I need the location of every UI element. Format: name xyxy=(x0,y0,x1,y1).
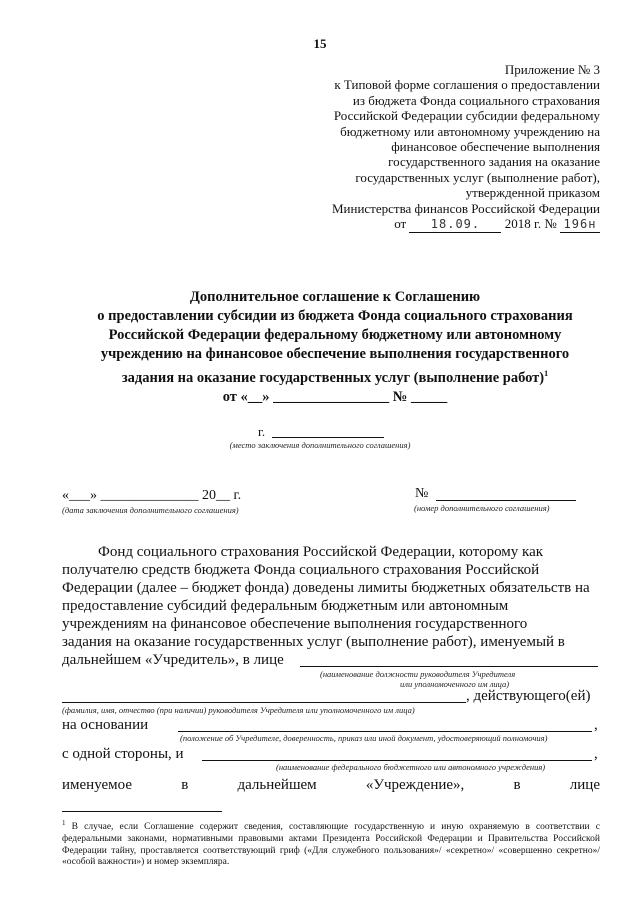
body-line: с одной стороны, и xyxy=(62,746,184,762)
caption-basis: (положение об Учредителе, доверенность, приказ или иной документ, удостоверяющий полномочия) xyxy=(180,733,548,743)
body-line: , действующего(ей) xyxy=(466,688,591,704)
order-number-handwritten: 196н xyxy=(560,217,600,233)
body-line: учреждениям на финансовое обеспечение выполнения государственного xyxy=(62,616,528,632)
title-line: учреждению на финансовое обеспечение выполнения государственного xyxy=(100,346,570,362)
footnote-number: 1 xyxy=(62,819,66,827)
date-caption: (дата заключения дополнительного соглашения) xyxy=(62,505,239,515)
caption-position: (наименование должности руководителя Учредителя xyxy=(320,669,516,679)
page-number: 15 xyxy=(313,36,327,51)
title-line: о предоставлении субсидии из бюджета Фонда социального страхования xyxy=(97,308,573,324)
appendix-line: бюджетному или автономному учреждению на xyxy=(340,123,600,139)
fill-line-name xyxy=(62,702,466,703)
title-line: задания на оказание государственных услуг (выполнение работ) xyxy=(121,369,545,386)
body-line: Федерации (далее – бюджет фонда) доведены лимиты бюджетных обязательств на xyxy=(62,580,590,596)
body-line: предоставление субсидий федеральным бюджетным или автономным xyxy=(62,598,509,614)
appendix-line: государственного задания на оказание xyxy=(388,154,600,170)
title-line: Российской Федерации федеральному бюджетному или автономному xyxy=(108,327,562,343)
caption-institution: (наименование федерального бюджетного или автономного учреждения) xyxy=(276,762,546,772)
comma: , xyxy=(594,746,598,762)
date-prefix: от xyxy=(394,216,407,232)
place-caption: (место заключения дополнительного соглашения) xyxy=(229,440,411,450)
agreement-date: «___» ______________ 20__ г. xyxy=(62,488,242,503)
appendix-line: государственных услуг (выполнение работ), xyxy=(355,169,600,185)
footnote-text: В случае, если Соглашение содержит сведения, составляющие государственную и иную охраняемую в соответствии с федеральными законами, нормативными правовыми актами Президента Российской Федерации и Правительства Российской Федерации тайну, проставляется соответствующий гриф («Для служебного пользования»/ «секретно»/ «совершенно секретно»/ «особой важности») и номер экземпляра. xyxy=(62,822,600,868)
footnote xyxy=(62,818,600,869)
body-line: получателю средств бюджета Фонда социального страхования Российской xyxy=(62,562,540,578)
body-line: именуемое в дальнейшем «Учреждение», в лице xyxy=(62,777,600,793)
footnote-separator xyxy=(62,811,222,812)
body-line: дальнейшем «Учредитель», в лице xyxy=(62,652,284,668)
appendix-line: Министерства финансов Российской Федерации xyxy=(331,200,600,216)
number-line xyxy=(436,500,576,501)
body-line: на основании xyxy=(62,717,149,733)
appendix-line: из бюджета Фонда социального страхования xyxy=(352,92,600,108)
caption-position-2: или уполномоченного им лица) xyxy=(400,679,510,689)
order-year: 2018 г. № xyxy=(504,216,557,232)
body-line: задания на оказание государственных услуг (выполнение работ), именуемый в xyxy=(62,634,565,650)
order-date-handwritten: 18.09. xyxy=(409,217,501,233)
place-prefix: г. xyxy=(258,424,266,439)
appendix-line: финансовое обеспечение выполнения xyxy=(391,139,600,155)
document-title xyxy=(40,288,630,407)
appendix-order-date xyxy=(300,216,600,233)
place-line xyxy=(272,437,384,438)
number-caption: (номер дополнительного соглашения) xyxy=(414,503,550,513)
caption-name: (фамилия, имя, отчество (при наличии) руководителя Учредителя или уполномоченного им лица) xyxy=(62,705,415,715)
appendix-line: Российской Федерации субсидии федеральному xyxy=(333,108,600,124)
appendix-block xyxy=(300,62,600,233)
fill-line-position xyxy=(300,666,598,667)
appendix-line: утвержденной приказом xyxy=(465,185,600,201)
footnote-mark: 1 xyxy=(544,369,549,378)
fill-line-institution xyxy=(202,760,592,761)
number-prefix: № xyxy=(415,486,429,501)
title-date-line: от «__» ________________ № _____ xyxy=(222,388,448,405)
body-line: Фонд социального страхования Российской Федерации, которому как xyxy=(98,544,544,560)
appendix-line: Приложение № 3 xyxy=(504,62,600,77)
title-line: Дополнительное соглашение к Соглашению xyxy=(189,289,481,305)
fill-line-basis xyxy=(178,731,592,732)
comma: , xyxy=(594,717,598,733)
appendix-line: к Типовой форме соглашения о предоставлении xyxy=(334,77,600,93)
